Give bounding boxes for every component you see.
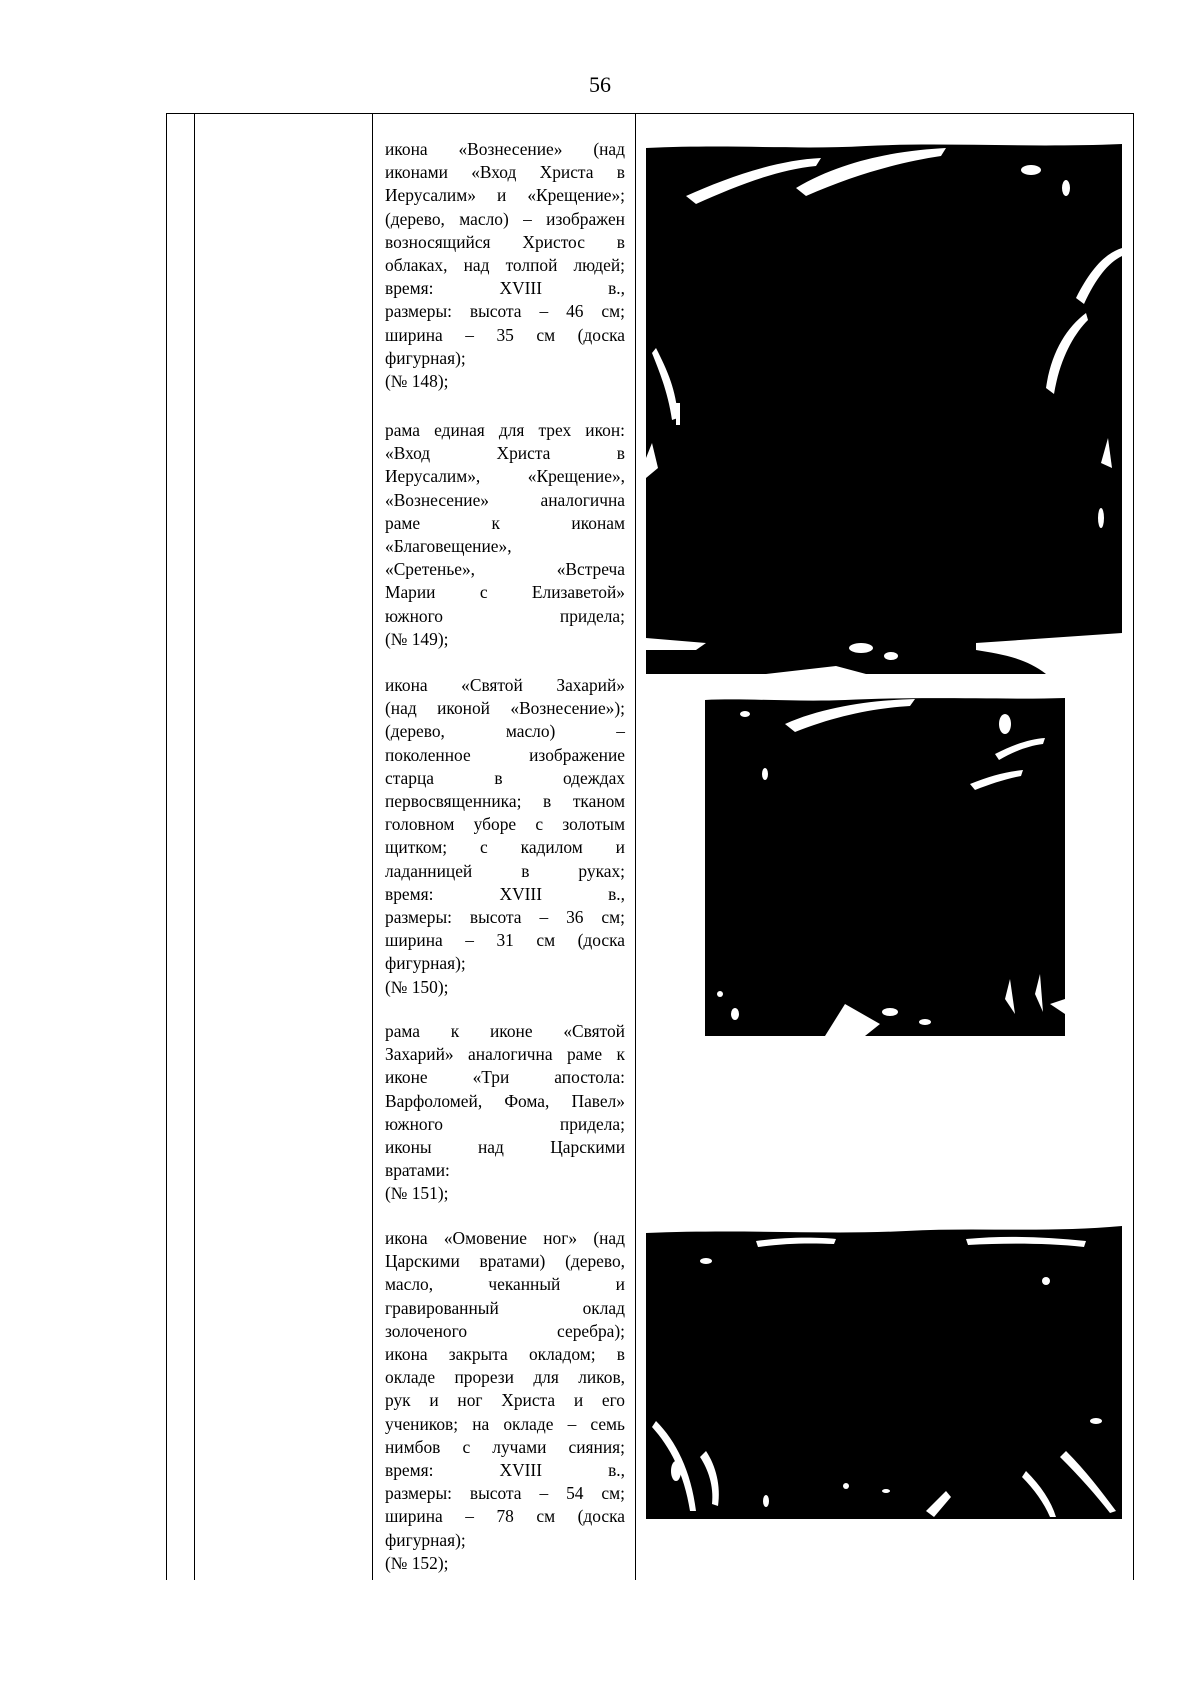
text-line: рама к иконе «Святой	[385, 1021, 625, 1041]
col-border-5	[1133, 113, 1134, 1580]
text-line: Царскими вратами) (дерево,	[385, 1251, 625, 1272]
text-line: (№ 148);	[385, 371, 449, 392]
text-line: вратами:	[385, 1160, 450, 1181]
entry-text	[385, 419, 625, 651]
text-line: размеры: высота – 36 см;	[385, 907, 625, 928]
text-line: (дерево, масло) –	[385, 721, 625, 742]
text-line: учеников; на окладе – семь	[385, 1413, 625, 1434]
photo-icon-zechariah	[705, 694, 1065, 1036]
text-line: ладанницей в руках;	[385, 860, 625, 881]
photo-highlights	[646, 138, 1122, 674]
text-line: южного придела;	[385, 605, 625, 626]
table-top-border	[166, 113, 1134, 114]
text-line: поколенное изображение	[385, 744, 625, 765]
text-line: фигурная);	[385, 347, 466, 368]
text-line: время: XVIII в.,	[385, 1460, 625, 1481]
text-line: масло, чеканный и	[385, 1274, 625, 1295]
page-number: 56	[589, 72, 611, 97]
text-line: фигурная);	[385, 1529, 466, 1550]
text-line: нимбов с лучами сияния;	[385, 1436, 625, 1457]
text-line: Иерусалим» и «Крещение»;	[385, 185, 625, 206]
entry-150	[385, 674, 625, 999]
text-line: «Вознесение» аналогична	[385, 489, 625, 510]
entry-text	[385, 1020, 625, 1206]
text-line: (над иконой «Вознесение»);	[385, 698, 625, 719]
text-line: иконе «Три апостола:	[385, 1067, 625, 1088]
text-line: «Вход Христа в	[385, 443, 625, 464]
text-line: Марии с Елизаветой»	[385, 582, 625, 603]
entry-151	[385, 1020, 625, 1206]
col-border-1	[166, 113, 167, 1580]
text-line: (№ 150);	[385, 976, 449, 997]
entry-text	[385, 138, 625, 393]
photo-icon-washing-feet	[646, 1221, 1122, 1519]
text-line: головном уборе с золотым	[385, 814, 625, 835]
text-line: рук и ног Христа и его	[385, 1390, 625, 1411]
text-line: окладе прорези для ликов,	[385, 1367, 625, 1388]
entry-148	[385, 138, 625, 393]
text-line: иконами «Вход Христа в	[385, 162, 625, 183]
text-line: икона закрыта окладом; в	[385, 1344, 625, 1365]
col-border-2	[194, 113, 195, 1580]
text-line: южного придела;	[385, 1113, 625, 1134]
photo-highlights	[705, 694, 1065, 1036]
text-line: рама единая для трех икон:	[385, 420, 625, 440]
text-line: размеры: высота – 54 см;	[385, 1483, 625, 1504]
text-line: размеры: высота – 46 см;	[385, 301, 625, 322]
text-line: возносящийся Христос в	[385, 231, 625, 252]
text-line: время: XVIII в.,	[385, 883, 625, 904]
text-line: ширина – 78 см (доска	[385, 1506, 625, 1527]
text-line: ширина – 35 см (доска	[385, 324, 625, 345]
text-line: (дерево, масло) – изображен	[385, 208, 625, 229]
text-line: облаках, над толпой людей;	[385, 255, 625, 276]
col-border-4	[635, 113, 636, 1580]
text-line: старца в одеждах	[385, 767, 625, 788]
text-line: икона «Омовение ног» (над	[385, 1228, 625, 1248]
text-line: золоченого серебра);	[385, 1320, 625, 1341]
col-border-3	[372, 113, 373, 1580]
text-line: фигурная);	[385, 953, 466, 974]
text-line: (№ 149);	[385, 628, 449, 649]
entry-text	[385, 1227, 625, 1575]
text-line: иконы над Царскими	[385, 1137, 625, 1158]
text-line: «Сретенье», «Встреча	[385, 559, 625, 580]
text-line: первосвященника; в тканом	[385, 791, 625, 812]
text-line: Иерусалим», «Крещение»,	[385, 466, 625, 487]
text-line: (№ 152);	[385, 1552, 449, 1573]
text-line: время: XVIII в.,	[385, 278, 625, 299]
photo-icon-ascension	[646, 138, 1122, 674]
entry-149	[385, 419, 625, 651]
text-line: «Благовещение»,	[385, 536, 512, 557]
entry-152	[385, 1227, 625, 1575]
text-line: Варфоломей, Фома, Павел»	[385, 1090, 625, 1111]
entry-text	[385, 674, 625, 999]
text-line: икона «Вознесение» (над	[385, 139, 625, 159]
text-line: икона «Святой Захарий»	[385, 675, 625, 695]
text-line: гравированный оклад	[385, 1297, 625, 1318]
text-line: Захарий» аналогична раме к	[385, 1044, 625, 1065]
photo-highlights	[646, 1221, 1122, 1519]
text-line: раме к иконам	[385, 512, 625, 533]
text-line: ширина – 31 см (доска	[385, 930, 625, 951]
text-line: (№ 151);	[385, 1183, 449, 1204]
text-line: щитком; с кадилом и	[385, 837, 625, 858]
